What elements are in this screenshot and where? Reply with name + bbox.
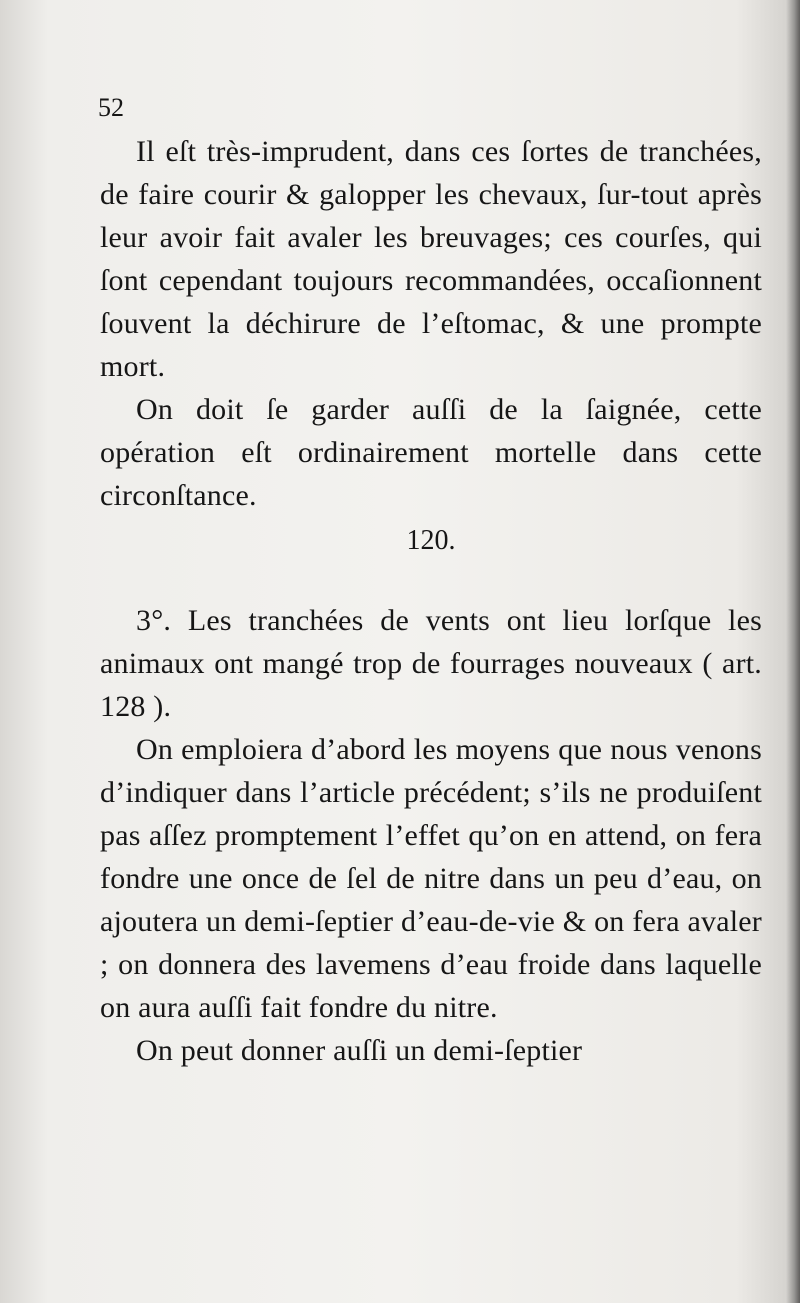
paragraph: 3°. Les tranchées de vents ont lieu lorſque les animaux ont mangé trop de fourrages nouveaux ( art. 128 ). xyxy=(100,604,762,723)
section-number: 120. xyxy=(406,525,456,556)
paragraph: On peut donner auſſi un demi-ſeptier xyxy=(136,1034,583,1067)
paragraph: Il eſt très-imprudent, dans ces ſortes de tranchées, de faire courir & galopper les chevaux, ſur-tout après leur avoir fait avaler les breuvages; ces courſes, qui ſont cependant toujours recommandées, occaſionnent ſouvent la déchirure de l’eſtomac, & une prompte mort. xyxy=(100,135,762,383)
paragraph: On doit ſe garder auſſi de la ſaignée, cette opération eſt ordinairement mortelle dans cette circonſtance. xyxy=(100,393,762,512)
page-number: 52 xyxy=(98,93,124,122)
page-edge-shadow xyxy=(786,0,800,1303)
paragraph: On emploiera d’abord les moyens que nous venons d’indiquer dans l’article précédent; s’ils ne produiſent pas aſſez promptement l’effet qu’on en attend, on fera fondre une once de ſel de nitre dans un peu d’eau, on ajoutera un demi-ſeptier d’eau-de-vie & on fera avaler ; on donnera des lavemens d’eau froide dans laquelle on aura auſſi fait fondre du nitre. xyxy=(100,733,762,1024)
page-text xyxy=(100,88,762,1072)
